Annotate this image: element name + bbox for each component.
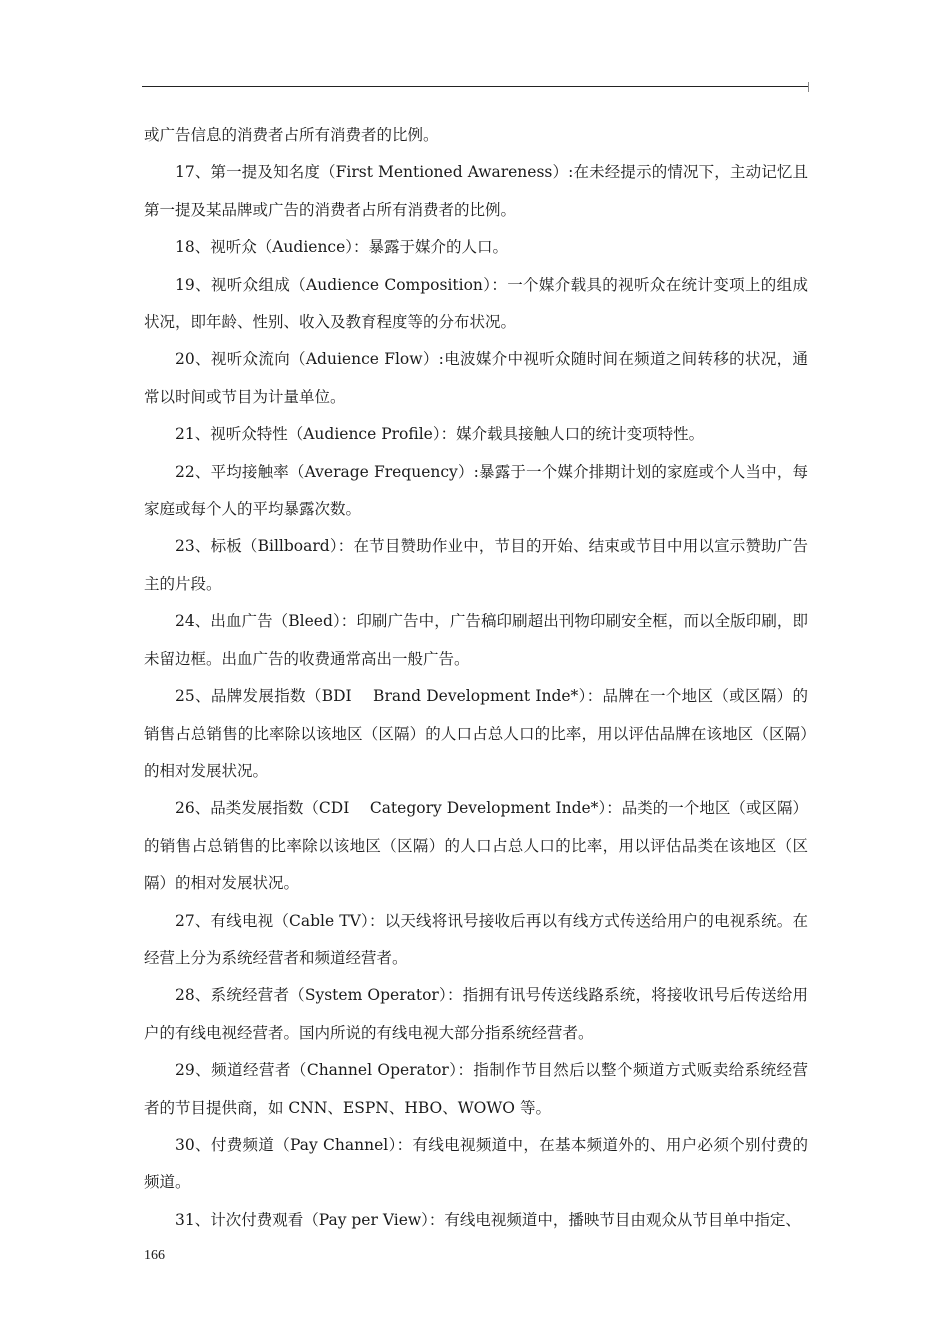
paragraph-average-frequency: 22、平均接触率（Average Frequency）:暴露于一个媒介排期计划的家庭或个人当中，每家庭或每个人的平均暴露次数。 — [144, 462, 808, 519]
paragraph-bleed: 24、出血广告（Bleed）：印刷广告中，广告稿印刷超出刊物印刷安全框，而以全版印刷，即未留边框。出血广告的收费通常高出一般广告。 — [144, 612, 808, 668]
paragraph-audience-flow: 20、视听众流向（Aduience Flow）:电波媒介中视听众随时间在频道之间转移的状况，通常以时间或节目为计量单位。 — [144, 350, 808, 406]
paragraph-billboard: 23、标板（Billboard）：在节目赞助作业中，节目的开始、结束或节目中用以宣示赞助广告主的片段。 — [144, 537, 808, 593]
header-rule-end-mark — [808, 82, 809, 92]
page-number: 166 — [144, 1248, 165, 1263]
paragraph-first-mentioned-awareness: 17、第一提及知名度（First Mentioned Awareness）:在未经提示的情况下，主动记忆且第一提及某品牌或广告的消费者占所有消费者的比例。 — [144, 163, 808, 219]
header-rule — [142, 86, 809, 87]
paragraph-audience-composition: 19、视听众组成（Audience Composition）：一个媒介载具的视听众在统计变项上的组成状况，即年龄、性别、收入及教育程度等的分布状况。 — [144, 275, 808, 332]
paragraph-channel-operator: 29、频道经营者（Channel Operator）：指制作节目然后以整个频道方式贩卖给系统经营者的节目提供商，如 CNN、ESPN、HBO、WOWO 等。 — [144, 1061, 808, 1117]
paragraph-pay-channel: 30、付费频道（Pay Channel）：有线电视频道中，在基本频道外的、用户必须个别付费的频道。 — [144, 1135, 808, 1192]
paragraph-cable-tv: 27、有线电视（Cable TV）：以天线将讯号接收后再以有线方式传送给用户的电视系统。在经营上分为系统经营者和频道经营者。 — [144, 911, 808, 967]
paragraph-pay-per-view: 31、计次付费观看（Pay per View）：有线电视频道中，播映节目由观众从节目单中指定、 — [175, 1210, 801, 1229]
paragraph-audience: 18、视听众（Audience）：暴露于媒介的人口。 — [175, 238, 509, 257]
document-body — [144, 117, 808, 1239]
paragraph-cdi: 26、品类发展指数（CDI Category Development Inde*）：品类的一个地区（或区隔）的销售占总销售的比率除以该地区（区隔）的人口占总人口的比率，用以评估品类在该地区（区隔）的相对发展状况。 — [144, 799, 808, 893]
paragraph-bdi: 25、品牌发展指数（BDI Brand Development Inde*）：品牌在一个地区（或区隔）的销售占总销售的比率除以该地区（区隔）的人口占总人口的比率，用以评估品牌在该地区（区隔）的相对发展状况。 — [144, 687, 808, 780]
paragraph-continued: 或广告信息的消费者占所有消费者的比例。 — [144, 126, 439, 144]
paragraph-system-operator: 28、系统经营者（System Operator）：指拥有讯号传送线路系统，将接收讯号后传送给用户的有线电视经营者。国内所说的有线电视大部分指系统经营者。 — [144, 986, 808, 1042]
paragraph-audience-profile: 21、视听众特性（Audience Profile）：媒介载具接触人口的统计变项特性。 — [175, 425, 705, 444]
